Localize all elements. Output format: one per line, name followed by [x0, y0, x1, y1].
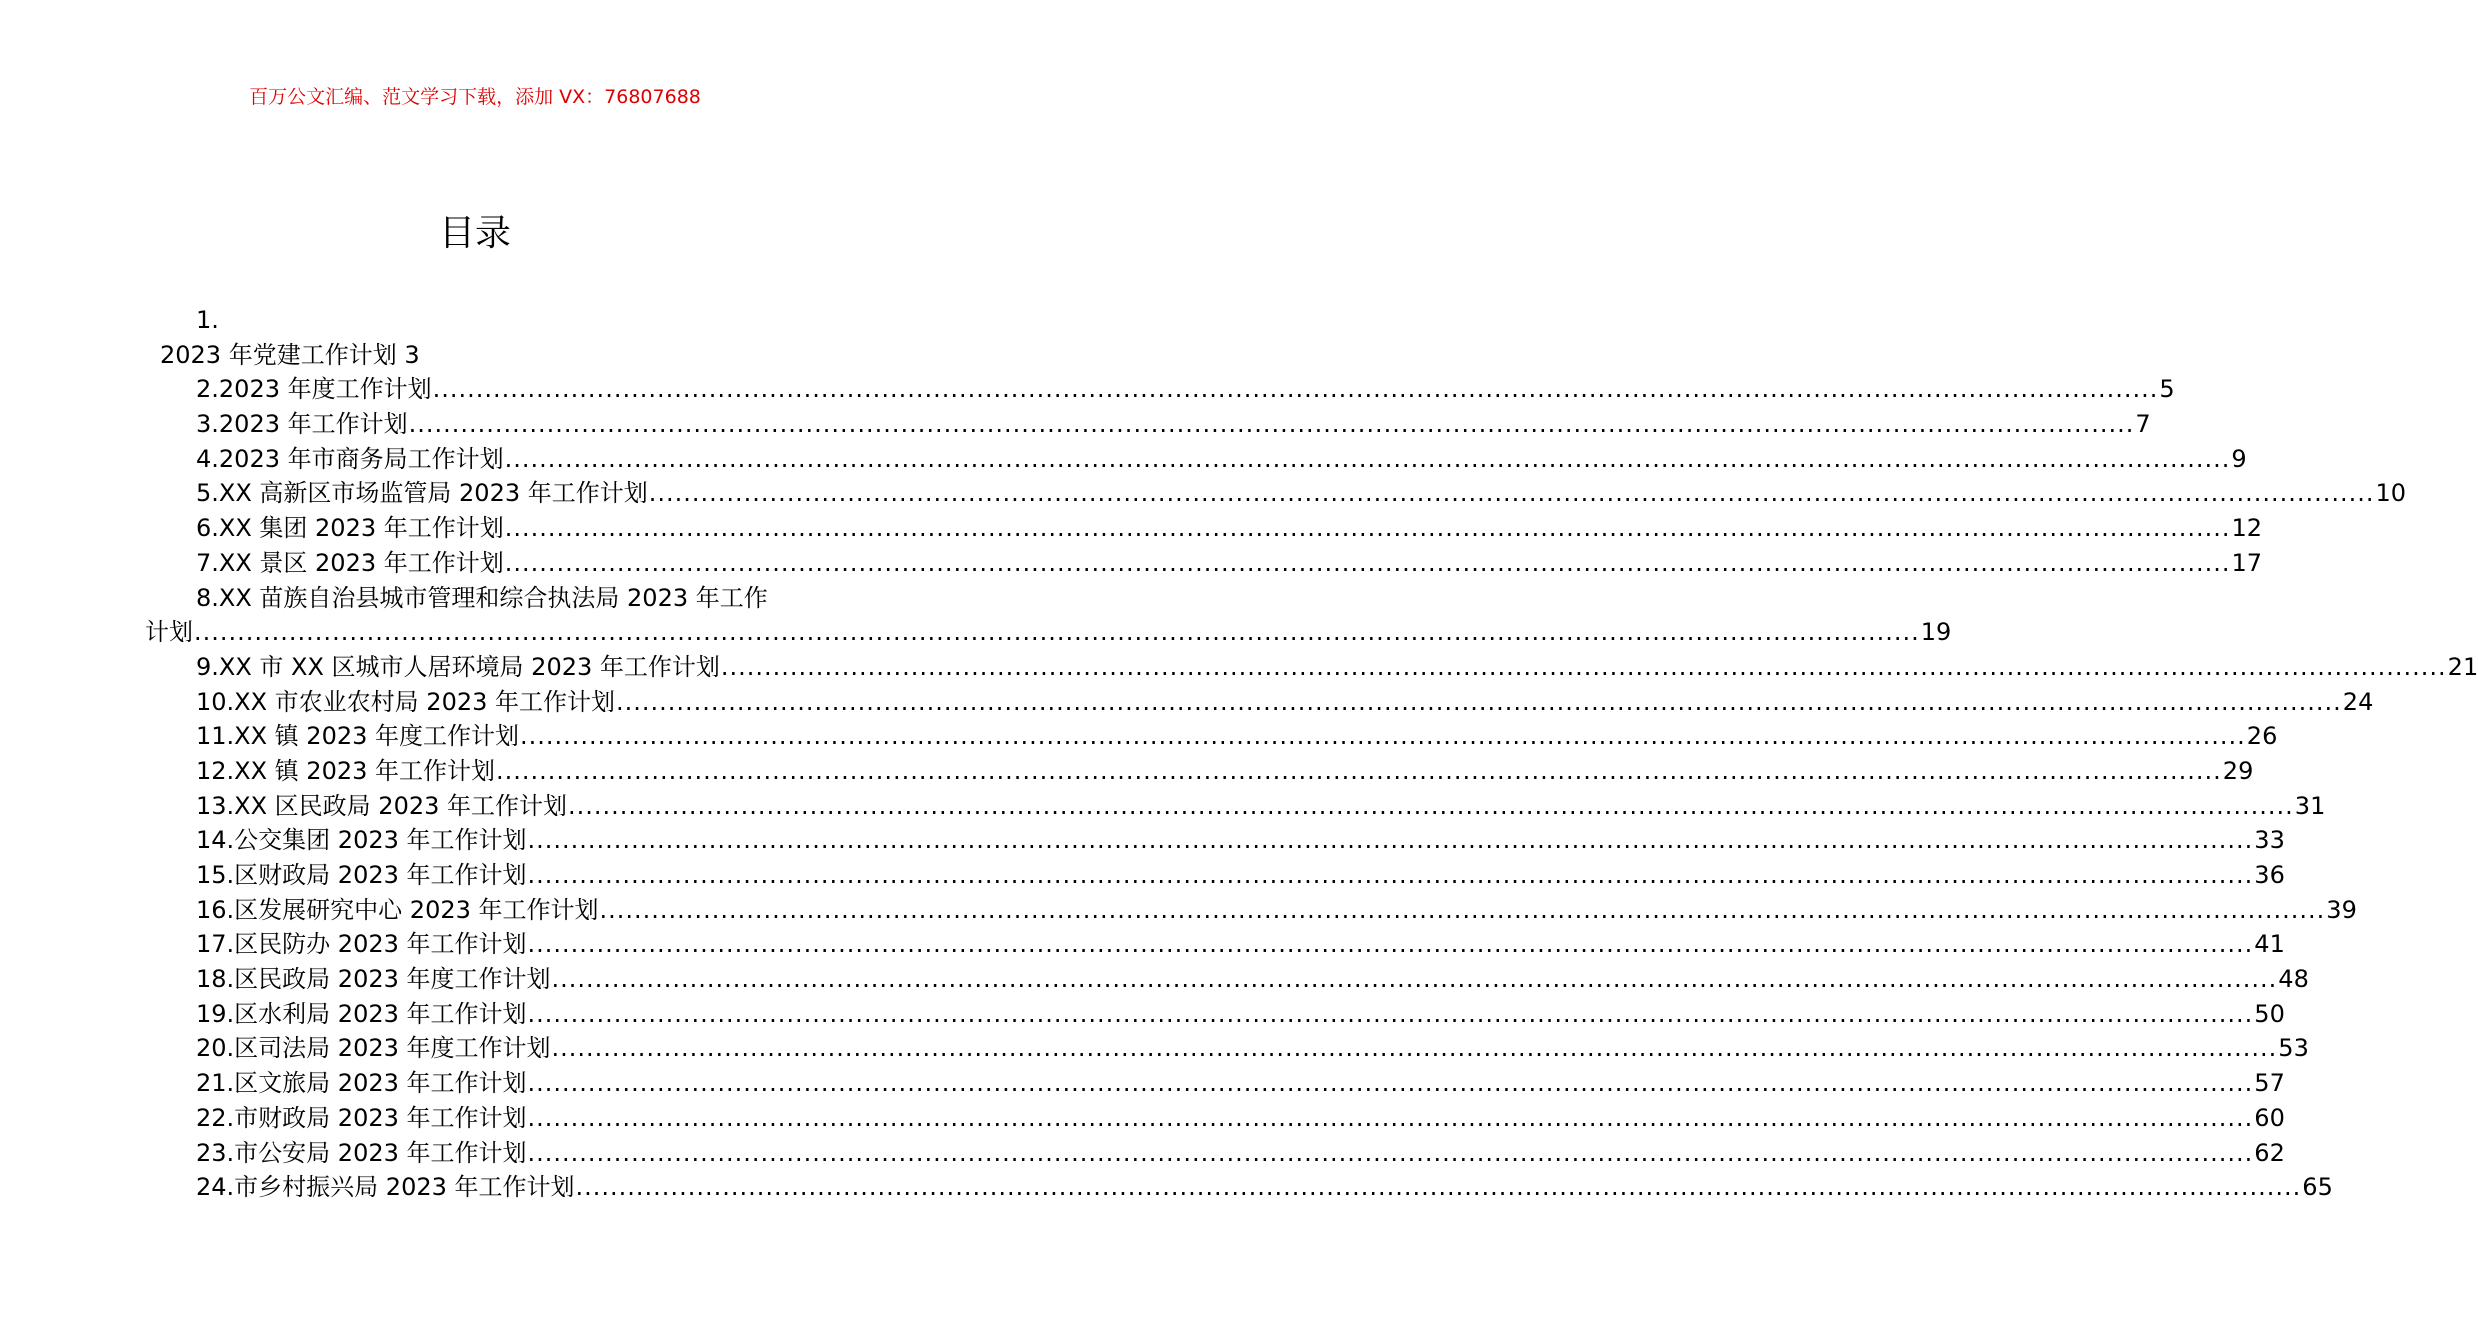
- toc-leader-dots: ........................................................................................................................................................................................................: [527, 861, 2254, 889]
- toc-entry[interactable]: [0, 997, 2285, 1032]
- toc-leader-dots: ........................................................................................................................................................................................................: [527, 999, 2254, 1028]
- toc-entry-label: 11.XX 镇 2023 年度工作计划: [196, 722, 520, 751]
- toc-entry-1-number[interactable]: [0, 303, 950, 338]
- toc-leader-dots: ........................................................................................................................................................................................................: [504, 514, 2231, 543]
- toc-entry-label: 23.市公安局 2023 年工作计划: [196, 1138, 527, 1167]
- toc-entry-page: 31: [2294, 791, 2326, 820]
- toc-entry-page: 39: [2326, 895, 2357, 924]
- toc-leader-dots: ........................................................................................................................................................................................................: [527, 1103, 2254, 1132]
- toc-leader-dots: ........................................................................................................................................................................................................: [551, 965, 2278, 994]
- toc-entry-page: 33: [2254, 826, 2285, 855]
- toc-entry[interactable]: [0, 858, 2285, 893]
- toc-entry-label: 5.XX 高新区市场监管局 2023 年工作计划: [196, 479, 648, 508]
- promo-banner: 百万公文汇编、范文学习下载，添加 VX：76807688: [249, 86, 701, 108]
- toc-entry-label: 19.区水利局 2023 年工作计划: [196, 999, 527, 1028]
- toc-entry-label: 7.XX 景区 2023 年工作计划: [196, 548, 504, 577]
- toc-entry[interactable]: [0, 685, 2374, 720]
- toc-entry-label: 9.XX 市 XX 区城市人居环境局 2023 年工作计划: [196, 652, 720, 681]
- page-title: 目录: [438, 213, 511, 254]
- toc-entry-page: 24: [2342, 687, 2374, 716]
- toc-entry[interactable]: [0, 511, 2263, 546]
- toc-leader-dots: ........................................................................................................................................................................................................: [551, 1034, 2278, 1063]
- toc-entry[interactable]: [0, 442, 2247, 477]
- toc-leader-dots: ........................................................................................................................................................................................................: [496, 756, 2222, 785]
- toc-entry[interactable]: [0, 650, 2478, 685]
- toc-entry-number: 1.: [196, 306, 219, 334]
- toc-entry-label: 10.XX 市农业农村局 2023 年工作计划: [196, 687, 616, 716]
- toc-entry-page: 7: [2135, 410, 2151, 439]
- toc-leader-dots: ........................................................................................................................................................................................................: [527, 1138, 2254, 1167]
- toc-entry-page: 21: [2447, 652, 2478, 681]
- toc-entry-label: 3.2023 年工作计划: [196, 410, 408, 439]
- toc-leader-dots: ........................................................................................................................................................................................................: [575, 1173, 2302, 1202]
- toc-entry-label: 计划: [145, 618, 193, 647]
- toc-entry-label: 20.区司法局 2023 年度工作计划: [196, 1034, 551, 1063]
- toc-entry-8-line2[interactable]: [0, 615, 1952, 650]
- toc-leader-dots: ........................................................................................................................................................................................................: [432, 375, 2159, 404]
- toc-entry-page: 65: [2302, 1173, 2333, 1202]
- toc-entry[interactable]: [0, 1101, 2285, 1136]
- toc-entry-label: 8.XX 苗族自治县城市管理和综合执法局 2023 年工作: [196, 583, 768, 612]
- toc-entry-label: 2.2023 年度工作计划: [196, 375, 432, 404]
- toc-entry-page: 48: [2278, 965, 2309, 994]
- toc-entry[interactable]: [0, 407, 2151, 442]
- toc-leader-dots: ........................................................................................................................................................................................................: [520, 722, 2246, 751]
- toc-entry-page: 60: [2254, 1103, 2285, 1132]
- toc-entry-label: 16.区发展研究中心 2023 年工作计划: [196, 895, 599, 924]
- toc-entry-page: 50: [2254, 999, 2285, 1028]
- toc-entry-label: 21.区文旅局 2023 年工作计划: [196, 1069, 527, 1098]
- toc-entry[interactable]: [0, 927, 2285, 962]
- toc-entry-label: 18.区民政局 2023 年度工作计划: [196, 965, 551, 994]
- toc-entry-label: 12.XX 镇 2023 年工作计划: [196, 756, 496, 785]
- toc-leader-dots: ........................................................................................................................................................................................................: [194, 618, 1920, 647]
- toc-entry-label: 15.区财政局 2023 年工作计划: [196, 861, 527, 889]
- toc-entry-label: 6.XX 集团 2023 年工作计划: [196, 514, 504, 543]
- toc-leader-dots: ........................................................................................................................................................................................................: [408, 410, 2135, 439]
- toc-leader-dots: ........................................................................................................................................................................................................: [616, 687, 2342, 716]
- toc-entry-label: 2023 年党建工作计划 3: [160, 340, 420, 369]
- toc-entry[interactable]: [0, 1031, 2309, 1066]
- toc-entry-label: 24.市乡村振兴局 2023 年工作计划: [196, 1173, 575, 1202]
- toc-entry-page: 36: [2254, 861, 2285, 889]
- toc-entry-1-text[interactable]: [0, 338, 950, 373]
- toc-entry[interactable]: [0, 1066, 2285, 1101]
- toc-entry[interactable]: [0, 754, 2254, 789]
- toc-entry-page: 57: [2254, 1069, 2285, 1098]
- toc-entry-page: 53: [2278, 1034, 2309, 1063]
- toc-entry[interactable]: [0, 823, 2285, 858]
- toc-leader-dots: ........................................................................................................................................................................................................: [568, 791, 2294, 820]
- toc-entry-label: 14.公交集团 2023 年工作计划: [196, 826, 527, 855]
- toc-entry-page: 12: [2231, 514, 2263, 543]
- toc-entry[interactable]: [0, 546, 2263, 581]
- toc-entry-8-line1[interactable]: [0, 581, 950, 616]
- toc-leader-dots: ........................................................................................................................................................................................................: [720, 652, 2447, 681]
- toc-entry-label: 17.区民防办 2023 年工作计划: [196, 930, 527, 959]
- toc-entries-group: [0, 372, 2407, 580]
- toc-leader-dots: ........................................................................................................................................................................................................: [504, 444, 2231, 473]
- toc-entry[interactable]: [0, 372, 2175, 407]
- toc-entry[interactable]: [0, 476, 2407, 511]
- toc-leader-dots: ........................................................................................................................................................................................................: [504, 548, 2231, 577]
- toc-entry[interactable]: [0, 962, 2309, 997]
- toc-entry-label: 13.XX 区民政局 2023 年工作计划: [196, 791, 568, 820]
- table-of-contents: [0, 303, 2478, 1205]
- toc-entry-page: 26: [2246, 722, 2278, 751]
- toc-leader-dots: ........................................................................................................................................................................................................: [527, 1069, 2254, 1098]
- toc-entries-group: [0, 650, 2478, 1205]
- toc-entry[interactable]: [0, 719, 2278, 754]
- toc-entry-page: 17: [2231, 548, 2263, 577]
- toc-entry-page: 19: [1920, 618, 1952, 647]
- toc-entry-page: 10: [2375, 479, 2407, 508]
- toc-entry[interactable]: [0, 1136, 2285, 1171]
- toc-entry-page: 62: [2254, 1138, 2285, 1167]
- toc-entry[interactable]: [0, 893, 2357, 928]
- toc-entry-label: 22.市财政局 2023 年工作计划: [196, 1103, 527, 1132]
- toc-entry[interactable]: [0, 1170, 2333, 1205]
- toc-entry-label: 4.2023 年市商务局工作计划: [196, 444, 504, 473]
- toc-entry-page: 41: [2254, 930, 2285, 959]
- toc-leader-dots: ........................................................................................................................................................................................................: [599, 895, 2326, 924]
- toc-entry[interactable]: [0, 789, 2326, 824]
- toc-leader-dots: ........................................................................................................................................................................................................: [527, 826, 2254, 855]
- toc-leader-dots: ........................................................................................................................................................................................................: [648, 479, 2375, 508]
- toc-entry-page: 9: [2231, 444, 2247, 473]
- toc-entry-page: 29: [2222, 756, 2254, 785]
- toc-entry-page: 5: [2159, 375, 2175, 404]
- toc-leader-dots: ........................................................................................................................................................................................................: [527, 930, 2254, 959]
